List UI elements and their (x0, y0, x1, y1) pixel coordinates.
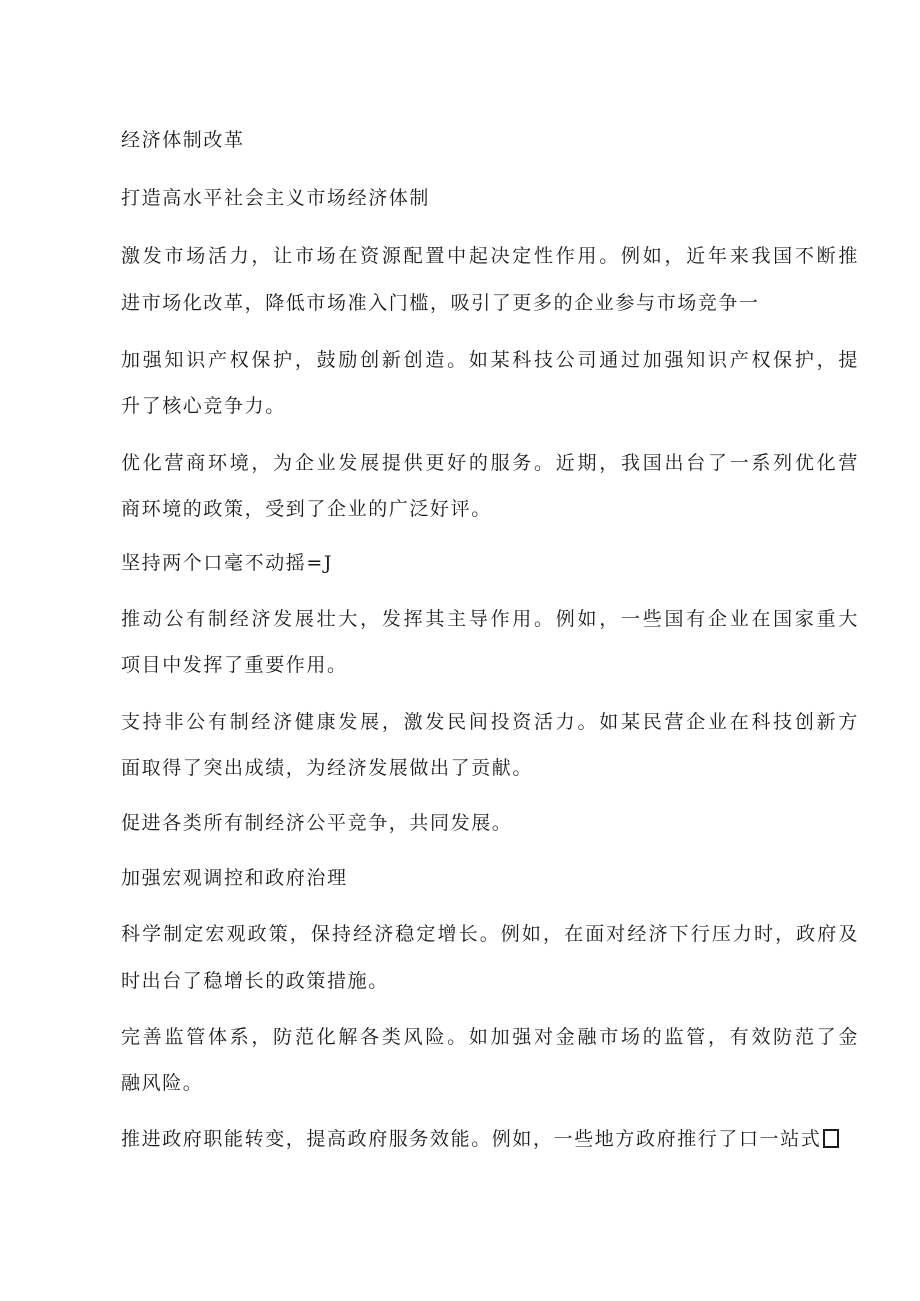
paragraph-ip-protection-line1: 加强知识产权保护，鼓励创新创造。如某科技公司通过加强知识产权保护，提 (121, 349, 859, 371)
paragraph-macro-policy-line2: 时出台了稳增长的政策措施。 (121, 970, 389, 992)
paragraph-macro-policy-line1: 科学制定宏观政策，保持经济稳定增长。例如，在面对经济下行压力时，政府及 (121, 923, 859, 945)
paragraph-supervision-line2: 融风险。 (121, 1072, 204, 1094)
paragraph-market-vitality-line2: 进市场化改革，降低市场准入门槛，吸引了更多的企业参与市场竞争一 (121, 292, 760, 314)
paragraph-ip-protection-line2: 升了核心竞争力。 (121, 395, 286, 417)
paragraph-supervision-line1: 完善监管体系，防范化解各类风险。如加强对金融市场的监管，有效防范了金 (121, 1026, 859, 1048)
paragraph-business-environment-line2: 商环境的政策，受到了企业的广泛好评。 (121, 498, 492, 520)
government-functions-text: 推进政府职能转变，提高政府服务效能。例如，一些地方政府推行了口一站式 (121, 1128, 822, 1150)
paragraph-non-public-ownership-line2: 面取得了突出成绩，为经济发展做出了贡献。 (121, 757, 534, 779)
paragraph-business-environment-line1: 优化营商环境，为企业发展提供更好的服务。近期，我国出台了一系列优化营 (121, 452, 859, 474)
paragraph-government-functions-line1 (121, 1127, 839, 1151)
paragraph-market-vitality-line1: 激发市场活力，让市场在资源配置中起决定性作用。例如，近年来我国不断推 (121, 245, 859, 267)
paragraph-public-ownership-line2: 项目中发挥了重要作用。 (121, 654, 348, 676)
heading-market-economy: 打造高水平社会主义市场经济体制 (121, 187, 431, 209)
missing-glyph-box-icon (823, 1129, 839, 1148)
paragraph-non-public-ownership-line1: 支持非公有制经济健康发展，激发民间投资活力。如某民营企业在科技创新方 (121, 711, 859, 733)
paragraph-fair-competition: 促进各类所有制经济公平竞争，共同发展。 (121, 812, 513, 834)
paragraph-public-ownership-line1: 推动公有制经济发展壮大，发挥其主导作用。例如，一些国有企业在国家重大 (121, 608, 859, 630)
heading-economic-reform: 经济体制改革 (121, 129, 245, 151)
heading-macro-regulation: 加强宏观调控和政府治理 (121, 867, 348, 889)
heading-two-unwavering: 坚持两个口毫不动摇=J (121, 552, 334, 574)
